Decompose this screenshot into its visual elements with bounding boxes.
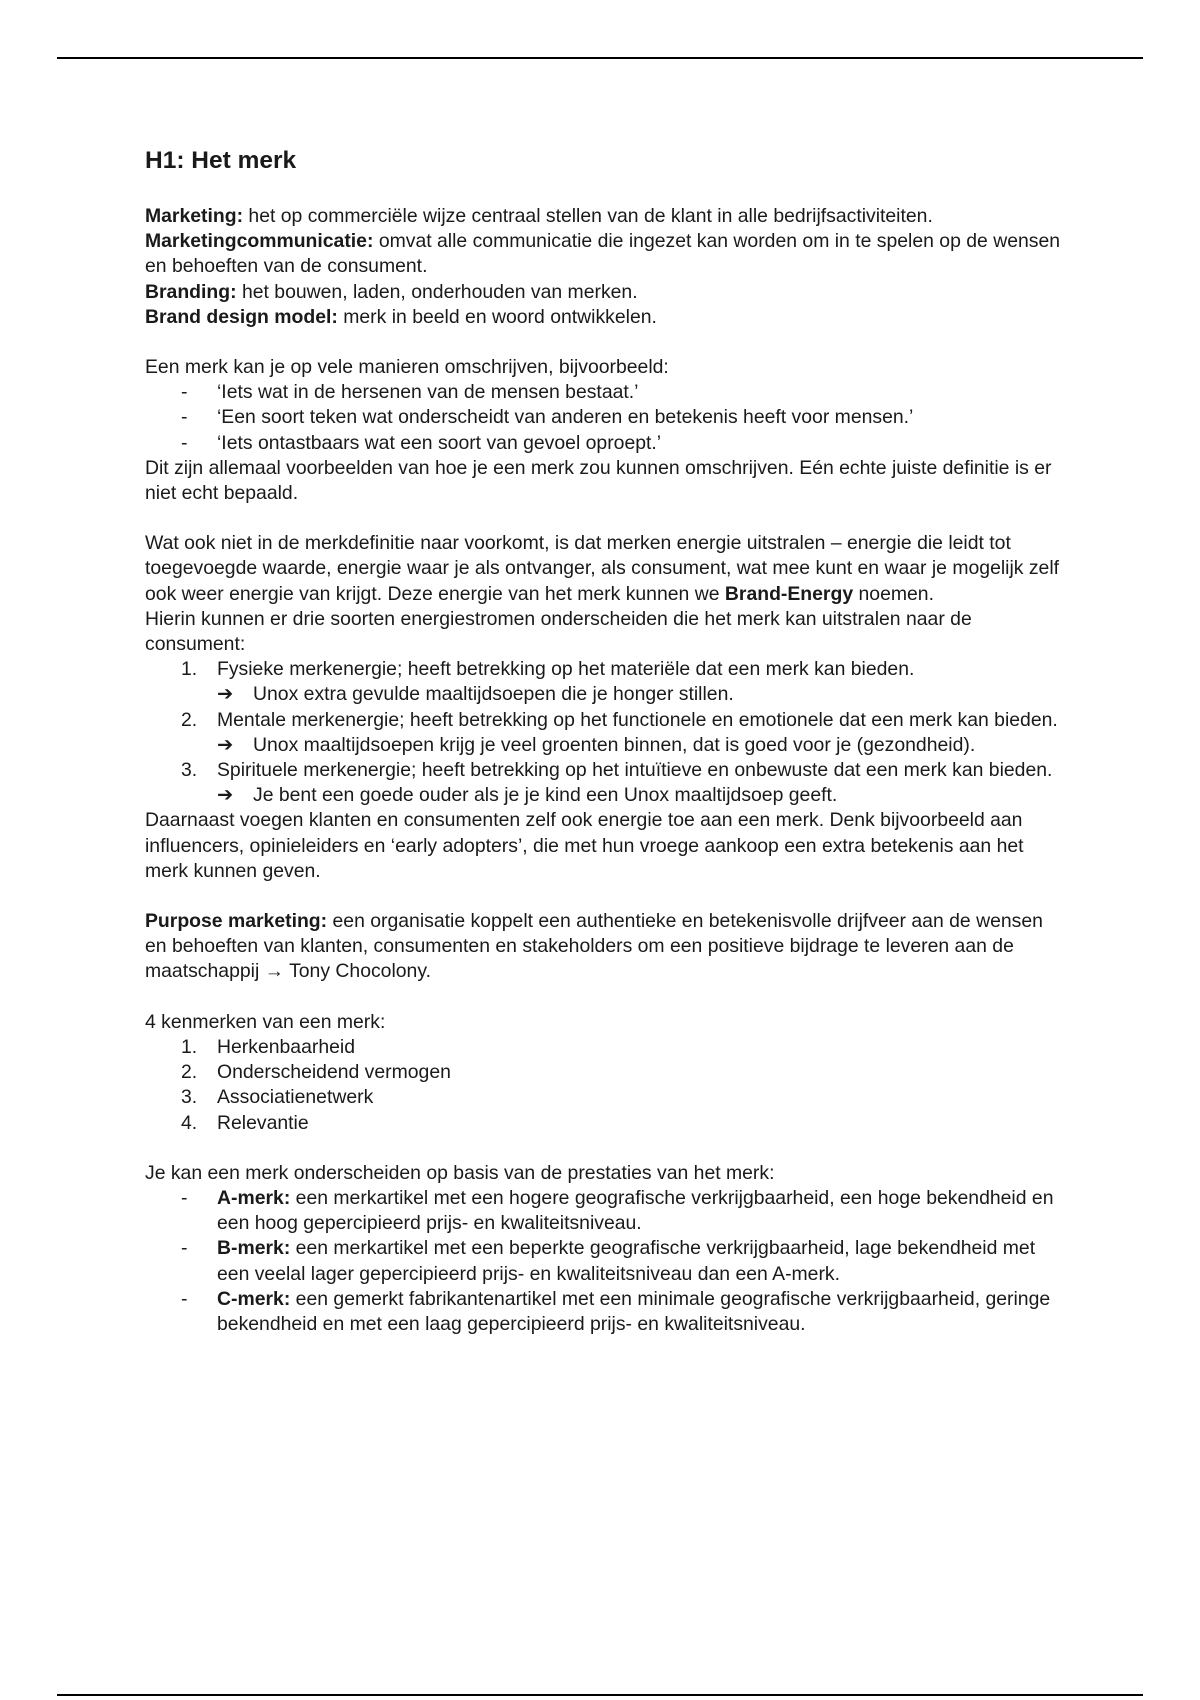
list-item: 2. Onderscheidend vermogen bbox=[181, 1061, 451, 1084]
describe-outro: Dit zijn allemaal voorbeelden van hoe je een merk zou kunnen omschrijven. Eén echte juiste definitie is er niet echt bepaald. bbox=[145, 456, 1052, 505]
list-item: 4. Relevantie bbox=[181, 1111, 309, 1134]
list-item: 3. Associatienetwerk bbox=[181, 1086, 374, 1109]
definitions-block bbox=[145, 204, 1065, 330]
list-item: - C-merk: een gemerkt fabrikantenartikel met een minimale geografische verkrijgbaarheid, geringe bekendheid en met een laag gepercipieerd prijs- en kwaliteitsniveau. bbox=[181, 1287, 1051, 1335]
list-item: 1. Fysieke merkenergie; heeft betrekking op het materiële dat een merk kan bieden. bbox=[181, 658, 915, 681]
definition-marketingcommunicatie: Marketingcommunicatie: omvat alle communicatie die ingezet kan worden om in te spelen op de wensen en behoeften van de consument. bbox=[145, 230, 1061, 278]
list-item: 1. Herkenbaarheid bbox=[181, 1035, 355, 1058]
kenmerken-list bbox=[145, 1035, 1065, 1136]
energy-paragraph-1: Wat ook niet in de merkdefinitie naar voorkomt, is dat merken energie uitstralen – energie die leidt tot toegevoegde waarde, energie waar je als ontvanger, als consument, wat mee kunt en waar je mogelijk zelf ook weer energie van krijgt. Deze energie van het merk kunnen we Brand-Energy noemen. bbox=[145, 532, 1060, 605]
purpose-marketing: Purpose marketing: een organisatie koppelt een authentieke en betekenisvolle drijfveer aan de wensen en behoeften van klanten, consumenten en stakeholders om een positieve bijdrage te leveren aan de maatschappij → Tony Chocolony. bbox=[145, 910, 1043, 983]
header-rule bbox=[57, 57, 1143, 59]
arrow-icon: ➔ bbox=[217, 683, 234, 706]
list-item: - A-merk: een merkartikel met een hogere geografische verkrijgbaarheid, een hoge bekendheid en een hoog gepercipieerd prijs- en kwaliteitsniveau. bbox=[181, 1186, 1054, 1235]
energy-paragraph-3: Daarnaast voegen klanten en consumenten zelf ook energie toe aan een merk. Denk bijvoorbeeld aan influencers, opinieleiders en ‘early adopters’, die met hun vroege aankoop een extra betekenis aan het merk kunnen geven. bbox=[145, 809, 1024, 882]
example-line: ➔ Unox maaltijdsoepen krijg je veel groenten binnen, dat is goed voor je (gezondheid). bbox=[145, 733, 1065, 758]
list-item: - ‘Een soort teken wat onderscheidt van anderen en betekenis heeft voor mensen.’ bbox=[181, 406, 914, 429]
prestaties-intro: Je kan een merk onderscheiden op basis van de prestaties van het merk: bbox=[145, 1161, 775, 1184]
example-line: ➔ Unox extra gevulde maaltijdsoepen die je honger stillen. bbox=[145, 682, 1065, 707]
describe-list bbox=[145, 380, 1065, 456]
document-page bbox=[145, 146, 1065, 1337]
list-item: 2. Mentale merkenergie; heeft betrekking op het functionele en emotionele dat een merk kan bieden. bbox=[181, 708, 1058, 731]
prestaties-list bbox=[145, 1186, 1065, 1337]
definition-brand-design-model: Brand design model: merk in beeld en woord ontwikkelen. bbox=[145, 305, 657, 328]
list-item: - ‘Iets ontastbaars wat een soort van gevoel oproept.’ bbox=[181, 431, 662, 454]
describe-intro: Een merk kan je op vele manieren omschrijven, bijvoorbeeld: bbox=[145, 356, 669, 379]
list-item: 3. Spirituele merkenergie; heeft betrekking op het intuïtieve en onbewuste dat een merk kan bieden. bbox=[181, 759, 1053, 782]
kenmerken-intro: 4 kenmerken van een merk: bbox=[145, 1010, 386, 1033]
list-item: - ‘Iets wat in de hersenen van de mensen bestaat.’ bbox=[181, 381, 639, 404]
definition-branding: Branding: het bouwen, laden, onderhouden van merken. bbox=[145, 280, 638, 303]
definition-marketing: Marketing: het op commerciële wijze centraal stellen van de klant in alle bedrijfsactiviteiten. bbox=[145, 205, 933, 227]
arrow-icon: ➔ bbox=[217, 733, 234, 756]
energy-paragraph-2: Hierin kunnen er drie soorten energiestromen onderscheiden die het merk kan uitstralen naar de consument: bbox=[145, 607, 972, 656]
arrow-icon: ➔ bbox=[217, 784, 234, 807]
example-line: ➔ Je bent een goede ouder als je je kind een Unox maaltijdsoep geeft. bbox=[145, 783, 1065, 808]
list-item: - B-merk: een merkartikel met een beperkte geografische verkrijgbaarheid, lage bekendheid met een veelal lager gepercipieerd prijs- en kwaliteitsniveau dan een A-merk. bbox=[181, 1237, 1036, 1285]
page-title: H1: Het merk bbox=[145, 147, 297, 174]
footer-rule bbox=[57, 1694, 1143, 1696]
energy-list bbox=[145, 657, 1065, 808]
